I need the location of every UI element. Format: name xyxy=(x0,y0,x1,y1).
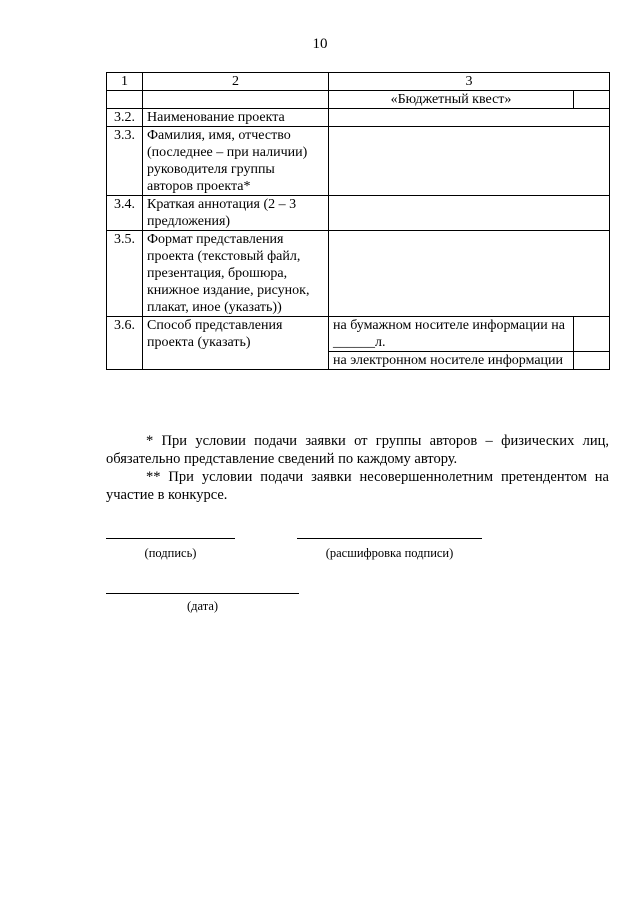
row-value-field[interactable] xyxy=(329,196,610,231)
quest-checkbox[interactable] xyxy=(574,91,610,109)
table-row xyxy=(107,231,610,317)
date-line[interactable] xyxy=(106,593,299,594)
row-number: 3.3. xyxy=(107,127,143,196)
header-col-1: 1 xyxy=(107,73,143,91)
page-number: 10 xyxy=(312,36,328,52)
quest-title: «Бюджетный квест» xyxy=(329,91,574,109)
signature-line[interactable] xyxy=(106,538,235,539)
row-number: 3.5. xyxy=(107,231,143,317)
row-label: Краткая аннотация (2 – 3 предложения) xyxy=(143,196,329,231)
row-value-field[interactable] xyxy=(329,109,610,127)
row-number: 3.6. xyxy=(107,317,143,370)
application-table xyxy=(106,72,610,370)
quest-empty-label xyxy=(143,91,329,109)
table-header-row xyxy=(107,73,610,91)
signature-decode-line[interactable] xyxy=(297,538,482,539)
option-electronic-checkbox[interactable] xyxy=(574,352,610,370)
footnote-authors: * При условии подачи заявки от группы авторов – физических лиц, обязательно представление сведений по каждому автору. xyxy=(106,433,609,467)
option-electronic: на электронном носителе информации xyxy=(329,352,574,370)
row-label: Формат представления проекта (текстовый файл, презентация, брошюра, книжное издание, рисунок, плакат, иное (указать)) xyxy=(143,231,329,317)
signature-caption: (подпись) xyxy=(144,546,197,560)
table-row xyxy=(107,127,610,196)
row-label: Способ представления проекта (указать) xyxy=(143,317,329,370)
row-value-field[interactable] xyxy=(329,127,610,196)
quest-empty-num xyxy=(107,91,143,109)
header-col-3: 3 xyxy=(329,73,610,91)
table-row xyxy=(107,196,610,231)
row-label: Фамилия, имя, отчество (последнее – при наличии) руководителя группы авторов проекта* xyxy=(143,127,329,196)
quest-row xyxy=(107,91,610,109)
table-row xyxy=(107,317,610,352)
row-number: 3.2. xyxy=(107,109,143,127)
option-paper-checkbox[interactable] xyxy=(574,317,610,352)
date-caption: (дата) xyxy=(186,599,219,613)
table-row xyxy=(107,109,610,127)
footnote-minor: ** При условии подачи заявки несовершеннолетним претендентом на участие в конкурсе. xyxy=(106,469,609,503)
header-col-2: 2 xyxy=(143,73,329,91)
row-number: 3.4. xyxy=(107,196,143,231)
row-label: Наименование проекта xyxy=(143,109,329,127)
footnotes xyxy=(106,432,609,504)
option-paper: на бумажном носителе информации на ______л. xyxy=(329,317,574,352)
row-value-field[interactable] xyxy=(329,231,610,317)
signature-decode-caption: (расшифровка подписи) xyxy=(325,546,454,560)
